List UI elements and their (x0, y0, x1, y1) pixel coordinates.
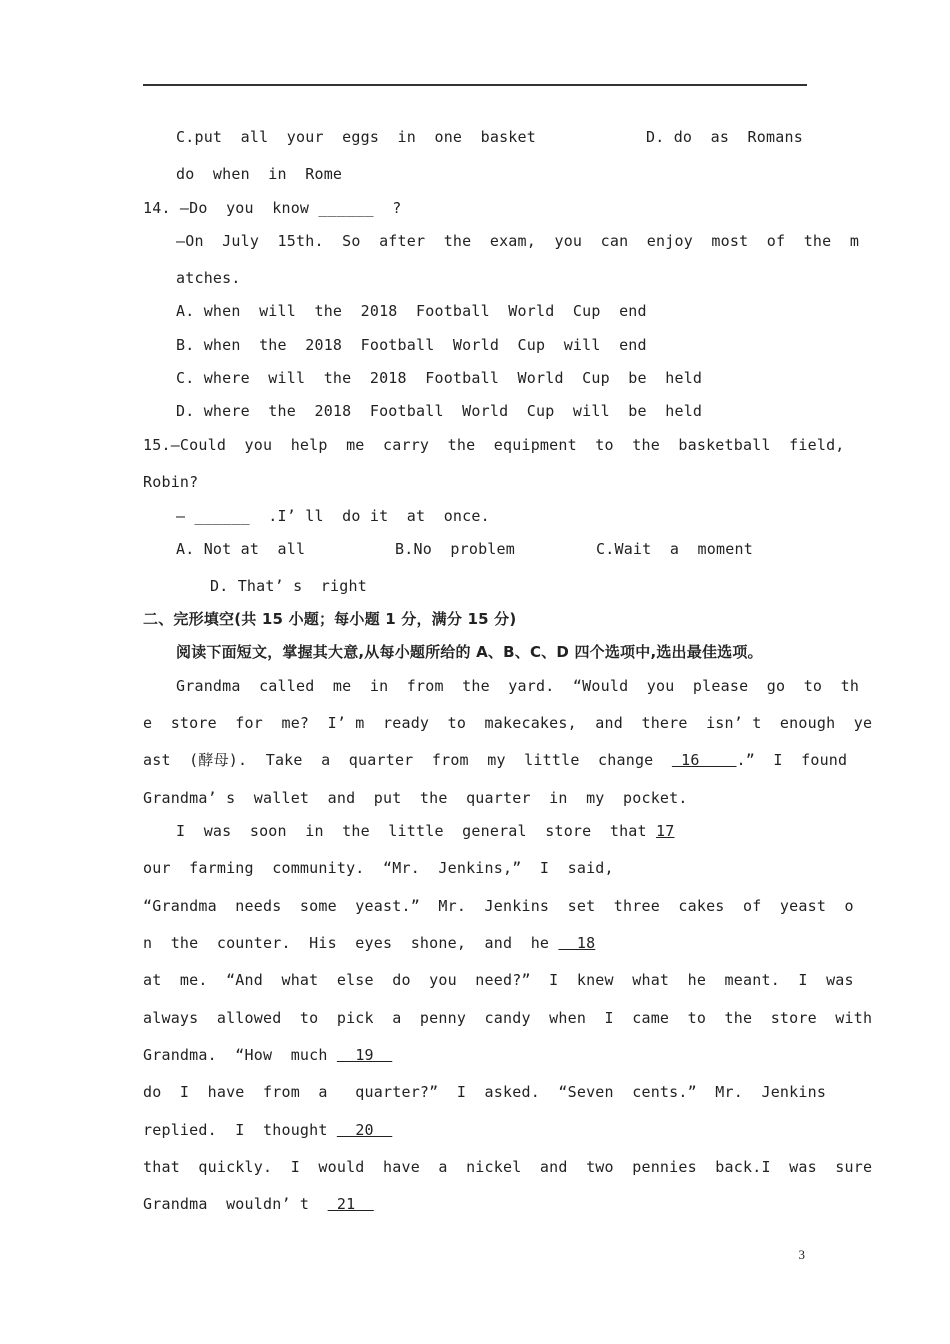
passage-line (143, 933, 595, 953)
passage-line: at me. “And what else do you need?” I knew what he meant. I was (143, 971, 854, 989)
passage-line: Grandma’ s wallet and put the quarter in my pocket. (143, 789, 688, 807)
q13-option-c: C.put all your eggs in one basket (176, 128, 536, 146)
passage-text: ast (酵母). Take a quarter from my little change (143, 751, 672, 769)
passage-line: our farming community. “Mr. Jenkins,” I said, (143, 859, 614, 877)
header-rule (143, 84, 807, 86)
q15-reply: — ______ .I’ ll do it at once. (176, 507, 490, 525)
section-instruction: 阅读下面短文，掌握其大意,从每小题所给的 A、B、C、D 四个选项中,选出最佳选项。 (176, 643, 763, 661)
section-heading: 二、完形填空(共 15 小题；每小题 1 分，满分 15 分) (143, 610, 517, 628)
blank-17: 17 (656, 822, 675, 840)
q14-option-d: D. where the 2018 Football World Cup will be held (176, 402, 703, 420)
passage-text: .” I found (736, 751, 848, 769)
passage-line (176, 821, 674, 841)
q15-option-c: C.Wait a moment (596, 540, 753, 558)
q14-reply-line2: atches. (176, 269, 241, 287)
passage-line: Grandma called me in from the yard. “Would you please go to th (176, 677, 860, 695)
q14-option-c: C. where will the 2018 Football World Cup be held (176, 369, 703, 387)
passage-line: do I have from a quarter?” I asked. “Seven cents.” Mr. Jenkins (143, 1083, 827, 1101)
q13-option-d-continued: do when in Rome (176, 165, 343, 183)
passage-text: Grandma wouldn’ t (143, 1195, 328, 1213)
q15-stem-line1: 15.—Could you help me carry the equipment to the basketball field, (143, 436, 845, 454)
passage-text: Grandma. “How much (143, 1046, 337, 1064)
q14-stem: 14. —Do you know ______ ? (143, 199, 402, 217)
passage-line: e store for me? I’ m ready to makecakes, and there isn’ t enough ye (143, 714, 873, 732)
q15-option-b: B.No problem (395, 540, 515, 558)
q14-reply-line1: —On July 15th. So after the exam, you can enjoy most of the m (176, 232, 860, 250)
passage-text: n the counter. His eyes shone, and he (143, 934, 559, 952)
blank-21: 21 (327, 1195, 374, 1213)
q14-option-a: A. when will the 2018 Football World Cup end (176, 302, 647, 320)
passage-line: that quickly. I would have a nickel and two pennies back.I was sure (143, 1158, 873, 1176)
passage-line (143, 1045, 392, 1065)
passage-text: I was soon in the little general store that (176, 822, 656, 840)
q15-stem-line2: Robin? (143, 473, 199, 491)
passage-line: “Grandma needs some yeast.” Mr. Jenkins set three cakes of yeast o (143, 897, 854, 915)
q15-option-a: A. Not at all (176, 540, 306, 558)
passage-line: always allowed to pick a penny candy when I came to the store with (143, 1009, 873, 1027)
blank-19: 19 (336, 1046, 393, 1064)
passage-line (143, 750, 847, 770)
q13-option-d: D. do as Romans (646, 128, 803, 146)
passage-line (143, 1194, 374, 1214)
passage-text: replied. I thought (143, 1121, 337, 1139)
blank-20: 20 (336, 1121, 393, 1139)
blank-18: 18 (558, 934, 596, 952)
passage-line (143, 1120, 392, 1140)
q14-option-b: B. when the 2018 Football World Cup will end (176, 336, 647, 354)
blank-16: 16 (671, 751, 737, 769)
page-number: 3 (798, 1247, 805, 1262)
q15-option-d: D. That’ s right (210, 577, 367, 595)
